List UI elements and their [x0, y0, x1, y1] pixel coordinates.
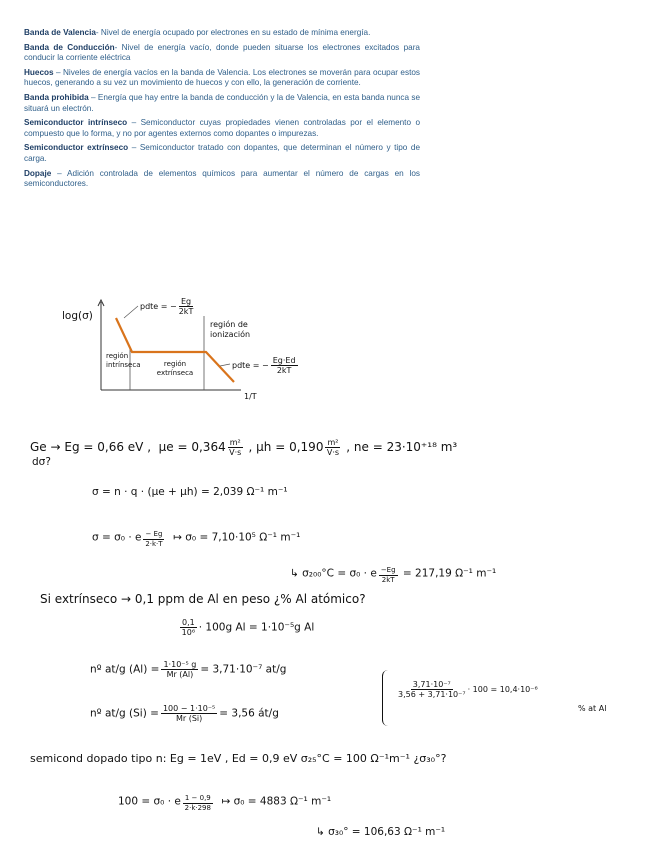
fraction-numerator: Eg·Ed: [272, 356, 296, 365]
fraction-denominator: Mr (Si): [175, 714, 203, 723]
region-ionization-label: región de ionización: [210, 320, 251, 339]
fraction-numerator: − Eg: [145, 530, 163, 538]
graph-y-label: log(σ): [62, 310, 93, 322]
notes-line-5: Si extrínseco → 0,1 ppm de Al en peso ¿% Al atómico?: [40, 592, 366, 606]
exponent-fraction: [183, 794, 213, 813]
slope-label-right: [232, 356, 300, 375]
definitions-block: [24, 28, 420, 194]
definition-text: – Energía que hay entre la banda de conducción y la de Valencia, en esta banda nunca se situará un electrón.: [24, 92, 420, 113]
exponent-fraction: [379, 566, 398, 585]
definition-text: – Semiconductor tratado con dopantes, que determinan el número y tipo de carga.: [24, 143, 421, 163]
fraction-denominator: 3,56 + 3,71·10⁻⁷: [398, 690, 466, 699]
slope-pointer: [220, 364, 230, 366]
fraction-numerator: 3,71·10⁻⁷: [412, 680, 451, 689]
notes-line-9: [396, 680, 538, 699]
equation-result: = 3,56 át/g: [219, 707, 279, 720]
fraction-denominator: V·s: [326, 448, 340, 457]
definition-paragraph: [24, 93, 420, 114]
region-extrinsic-label: región extrínseca: [156, 360, 194, 377]
notes-line-9-unit: % at Al: [578, 704, 607, 713]
notes-line-10: semicond dopado tipo n: Eg = 1eV , Ed = 0,9 eV σ₂₅°C = 100 Ω⁻¹m⁻¹ ¿σ₃₀°?: [30, 752, 447, 765]
slope-fraction: [271, 356, 298, 375]
fraction-denominator: V·s: [229, 448, 242, 457]
equation-result: ↦ σ₀ = 7,10·10⁵ Ω⁻¹ m⁻¹: [173, 531, 301, 544]
equation-text: 100 = σ₀ · e: [118, 795, 181, 808]
slope-pointer: [124, 306, 138, 318]
definition-paragraph: [24, 28, 420, 39]
notes-line-12: ↳ σ₃₀° = 106,63 Ω⁻¹ m⁻¹: [316, 826, 446, 838]
definition-term: Banda prohibida: [24, 92, 89, 102]
equation-text: σ = σ₀ · e: [92, 531, 142, 544]
definition-text: – Adición controlada de elementos químicos para aumentar el número de cargas en los semiconductores.: [24, 168, 420, 189]
slope-label-top: [140, 297, 195, 316]
notes-line-1: [30, 438, 457, 457]
definition-text: - Nivel de energía vacío, donde pueden situarse los electrones excitados para conducir la corriente eléctrica: [24, 42, 420, 63]
definition-term: Huecos: [24, 67, 54, 77]
equation-result: = 217,19 Ω⁻¹ m⁻¹: [402, 567, 497, 580]
definition-term: Semiconductor extrínseco: [24, 143, 129, 153]
atoms-fraction: [161, 704, 217, 723]
slope-fraction: [179, 297, 194, 316]
fraction-numerator: 0,1: [182, 618, 195, 627]
fraction-numerator: −Eg: [380, 566, 396, 574]
exponent-fraction: [143, 530, 164, 549]
notes-question: dσ?: [32, 456, 51, 468]
notes-line-7: [90, 660, 286, 679]
unit-fraction: [325, 438, 340, 457]
equation-result: = 3,71·10⁻⁷ at/g: [200, 663, 287, 676]
fraction-numerator: 1·10⁻⁵ g: [163, 660, 197, 669]
definition-text: - Nivel de energía ocupado por electrones en su estado de mínima energía.: [95, 28, 371, 37]
fraction-denominator: 10⁶: [181, 628, 196, 637]
fraction-denominator: 2kT: [381, 576, 395, 584]
notes-line-8: [90, 704, 279, 723]
hole-mobility: , μh = 0,190: [248, 440, 324, 454]
definition-term: Banda de Valencia: [24, 28, 96, 37]
slope-text: pdte = −: [140, 302, 177, 311]
definition-paragraph: [24, 169, 420, 190]
fraction-denominator: 2kT: [178, 307, 194, 316]
definition-paragraph: [24, 143, 420, 164]
fraction-denominator: 2kT: [276, 366, 292, 375]
fraction-numerator: 1 − 0,9: [184, 794, 211, 802]
equation-text: nº at/g (Si) =: [90, 707, 159, 720]
equation-text: nº at/g (Al) =: [90, 663, 160, 676]
definition-text: – Semiconductor cuyas propiedades vienen controladas por el elemento o compuesto que lo forma, y no por agentes externos como dopantes o impurezas.: [24, 118, 420, 138]
fraction-denominator: Mr (Al): [166, 670, 194, 679]
equation-result: · 100 = 10,4·10⁻⁶: [467, 685, 538, 694]
notes-line-4: [290, 566, 496, 585]
definition-paragraph: [24, 118, 420, 139]
fraction-denominator: 2·k·T: [145, 540, 163, 548]
equation-text: · 100g Al = 1·10⁻⁵g Al: [198, 621, 315, 634]
definition-term: Dopaje: [24, 168, 52, 178]
notes-line-3: [92, 530, 300, 549]
fraction-numerator: m²: [229, 438, 241, 447]
equation-result: ↦ σ₀ = 4883 Ω⁻¹ m⁻¹: [221, 795, 332, 808]
definition-term: Semiconductor intrínseco: [24, 118, 128, 128]
equation-text: ↳ σ₂₀₀°C = σ₀ · e: [290, 567, 377, 580]
atoms-fraction: [161, 660, 198, 679]
fraction-denominator: 2·k·298: [184, 804, 211, 812]
ppm-fraction: [180, 618, 197, 637]
notes-line-6: [178, 618, 314, 637]
fraction-numerator: Eg: [180, 297, 192, 306]
notes-line-11: [118, 794, 331, 813]
percent-fraction: [398, 680, 466, 699]
fraction-numerator: m²: [327, 438, 339, 447]
slope-text: pdte = −: [232, 361, 269, 370]
unit-fraction: [228, 438, 243, 457]
definition-paragraph: [24, 68, 420, 89]
notes-line-2: σ = n · q · (μe + μh) = 2,039 Ω⁻¹ m⁻¹: [92, 486, 288, 498]
region-intrinsic-label: región intrínseca: [106, 352, 141, 369]
electron-mobility: μe = 0,364: [158, 440, 226, 454]
electron-density: , ne = 23·10⁺¹⁸ m³: [346, 440, 458, 454]
graph-x-label: 1/T: [244, 392, 257, 401]
definition-term: Banda de Conducción: [24, 42, 115, 52]
ge-bandgap: Ge → Eg = 0,66 eV ,: [30, 440, 152, 454]
brace-symbol: [382, 670, 393, 726]
definition-paragraph: [24, 43, 420, 64]
fraction-numerator: 100 − 1·10⁻⁵: [162, 704, 216, 713]
definition-text: – Niveles de energía vacíos en la banda de Valencia. Los electrones se moverán para ocupar estos huecos, generando a su vez un movimiento de huecos y con ello, la generación de corriente.: [24, 67, 420, 88]
